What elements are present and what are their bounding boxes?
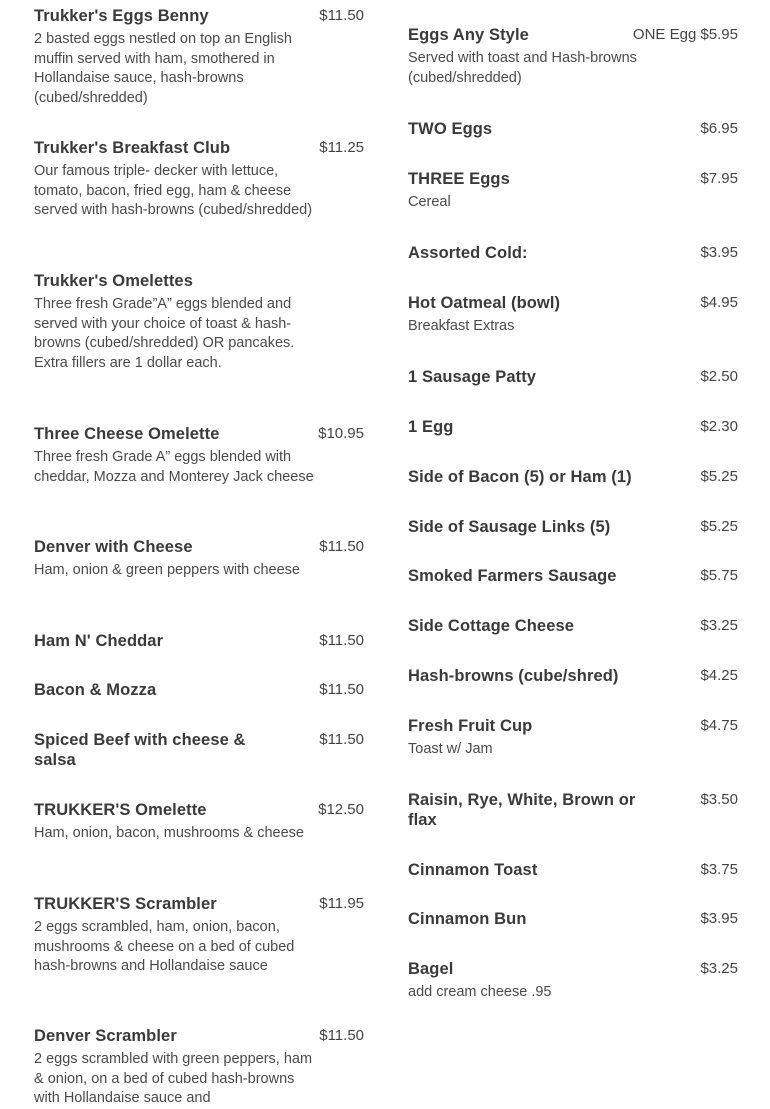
menu-item-price: $11.50 xyxy=(319,681,364,698)
menu-item xyxy=(408,417,738,437)
menu-item-name: Ham N' Cheddar xyxy=(34,632,164,650)
menu-item-description: Three fresh Grade”A” eggs blended and served with your choice of toast & hash-browns (cubed/shredded) OR pancakes. Extra fillers are 1 dollar each. xyxy=(34,296,295,371)
menu-item xyxy=(34,271,364,373)
menu-item-description: 2 eggs scrambled, ham, onion, bacon, mushrooms & cheese on a bed of cubed hash-browns and Hollandaise sauce xyxy=(34,919,295,974)
menu-item-name: Cinnamon Bun xyxy=(408,910,527,928)
menu-item-price: $11.25 xyxy=(319,139,364,156)
menu-item xyxy=(34,1026,364,1109)
menu-item-price: $3.75 xyxy=(700,861,738,878)
menu-item-name: 1 Egg xyxy=(408,418,454,436)
menu-item-name: TWO Eggs xyxy=(408,120,493,138)
menu-item-price: $11.50 xyxy=(319,731,364,748)
menu-item-name: Eggs Any Style xyxy=(408,26,529,44)
menu-item-name: Denver with Cheese xyxy=(34,538,193,556)
menu-item-name: Assorted Cold: xyxy=(408,244,528,262)
menu-item xyxy=(408,467,738,487)
menu-item-price: $4.75 xyxy=(700,717,738,734)
menu-item-name: Side Cottage Cheese xyxy=(408,617,575,635)
menu-item-name: 1 Sausage Patty xyxy=(408,368,537,386)
menu-item xyxy=(408,119,738,139)
menu-item-description: Our famous triple- decker with lettuce, tomato, bacon, fried egg, ham & cheese served with hash-browns (cubed/shredded) xyxy=(34,163,313,218)
menu-item-name: Cinnamon Toast xyxy=(408,861,538,879)
menu-item-name: THREE Eggs xyxy=(408,170,510,188)
menu-item-name: TRUKKER'S Omelette xyxy=(34,801,207,819)
menu-item xyxy=(408,243,738,263)
menu-item xyxy=(34,680,364,700)
menu-item-name: Side of Bacon (5) or Ham (1) xyxy=(408,468,632,486)
menu-item-price: $5.75 xyxy=(700,567,738,584)
menu-item xyxy=(408,716,738,760)
menu-item-price: $3.50 xyxy=(700,791,738,808)
menu-item xyxy=(34,631,364,651)
menu-item-name: Bacon & Mozza xyxy=(34,681,157,699)
menu-item xyxy=(408,25,738,88)
menu-item-name: Bagel xyxy=(408,960,454,978)
menu-item-description: Served with toast and Hash-browns (cubed/shredded) xyxy=(408,50,637,86)
menu-item-name: Spiced Beef with cheese & salsa xyxy=(34,731,246,769)
menu-item-name: Trukker's Eggs Benny xyxy=(34,7,209,25)
menu-item xyxy=(34,730,364,770)
menu-item-price: $2.30 xyxy=(700,418,738,435)
menu-item-price: $11.50 xyxy=(319,7,364,24)
menu-item-price: $11.50 xyxy=(319,632,364,649)
menu-item xyxy=(34,424,364,487)
menu-item-description: Breakfast Extras xyxy=(408,318,515,334)
menu-item-name: Trukker's Omelettes xyxy=(34,272,193,290)
menu-item-name: TRUKKER'S Scrambler xyxy=(34,895,217,913)
menu-item xyxy=(408,566,738,586)
menu-item-name: Trukker's Breakfast Club xyxy=(34,139,231,157)
menu-item xyxy=(408,860,738,880)
menu-item-description: Three fresh Grade A” eggs blended with cheddar, Mozza and Monterey Jack cheese xyxy=(34,449,314,485)
menu-item-price: $11.50 xyxy=(319,538,364,555)
menu-item xyxy=(34,894,364,977)
menu-item-description: Toast w/ Jam xyxy=(408,741,493,757)
menu-item-price: $4.25 xyxy=(700,667,738,684)
menu-item-name: Side of Sausage Links (5) xyxy=(408,518,611,536)
menu-item-name: Raisin, Rye, White, Brown or flax xyxy=(408,791,636,829)
menu-item-price: $3.25 xyxy=(700,960,738,977)
menu-item xyxy=(408,293,738,337)
menu-item-price: $5.25 xyxy=(700,468,738,485)
menu-item-name: Denver Scrambler xyxy=(34,1027,177,1045)
menu-item-price: $3.95 xyxy=(700,244,738,261)
menu-item xyxy=(408,169,738,213)
menu-item-price: $3.95 xyxy=(700,910,738,927)
menu-item xyxy=(408,517,738,537)
menu-item xyxy=(34,6,364,108)
menu-item-name: Fresh Fruit Cup xyxy=(408,717,533,735)
menu-item xyxy=(34,800,364,844)
menu-item-price: $11.50 xyxy=(319,1027,364,1044)
menu-item xyxy=(34,138,364,221)
menu-item-price: $11.95 xyxy=(319,895,364,912)
menu-item-name: Smoked Farmers Sausage xyxy=(408,567,617,585)
menu-item-price: $6.95 xyxy=(700,120,738,137)
menu-item-name: Hash-browns (cube/shred) xyxy=(408,667,619,685)
menu-item-description: Ham, onion & green peppers with cheese xyxy=(34,562,300,578)
menu-item-name: Hot Oatmeal (bowl) xyxy=(408,294,561,312)
menu-item-name: Three Cheese Omelette xyxy=(34,425,220,443)
menu-item xyxy=(408,616,738,636)
menu-item xyxy=(408,367,738,387)
menu-item-description: Ham, onion, bacon, mushrooms & cheese xyxy=(34,825,304,841)
menu-item-description: 2 basted eggs nestled on top an English muffin served with ham, smothered in Hollandaise sauce, hash-browns (cubed/shredded) xyxy=(34,31,292,106)
menu-item-description: add cream cheese .95 xyxy=(408,984,552,1000)
menu-item-price: $4.95 xyxy=(700,294,738,311)
menu-item-price: $10.95 xyxy=(318,425,364,442)
menu-item xyxy=(408,909,738,929)
menu-item xyxy=(408,666,738,686)
menu-item-description: 2 eggs scrambled with green peppers, ham & onion, on a bed of cubed hash-browns with Hollandaise sauce and xyxy=(34,1051,313,1106)
menu-item-price: $12.50 xyxy=(318,801,364,818)
menu-item xyxy=(408,959,738,1003)
menu-item xyxy=(34,537,364,581)
menu-item-price: $7.95 xyxy=(700,170,738,187)
menu-item-price: $2.50 xyxy=(700,368,738,385)
menu-item-description: Cereal xyxy=(408,194,451,210)
menu-item xyxy=(408,790,738,830)
menu-item-price: $5.25 xyxy=(700,518,738,535)
menu-item-price: $3.25 xyxy=(700,617,738,634)
menu-item-price: ONE Egg $5.95 xyxy=(632,26,738,43)
